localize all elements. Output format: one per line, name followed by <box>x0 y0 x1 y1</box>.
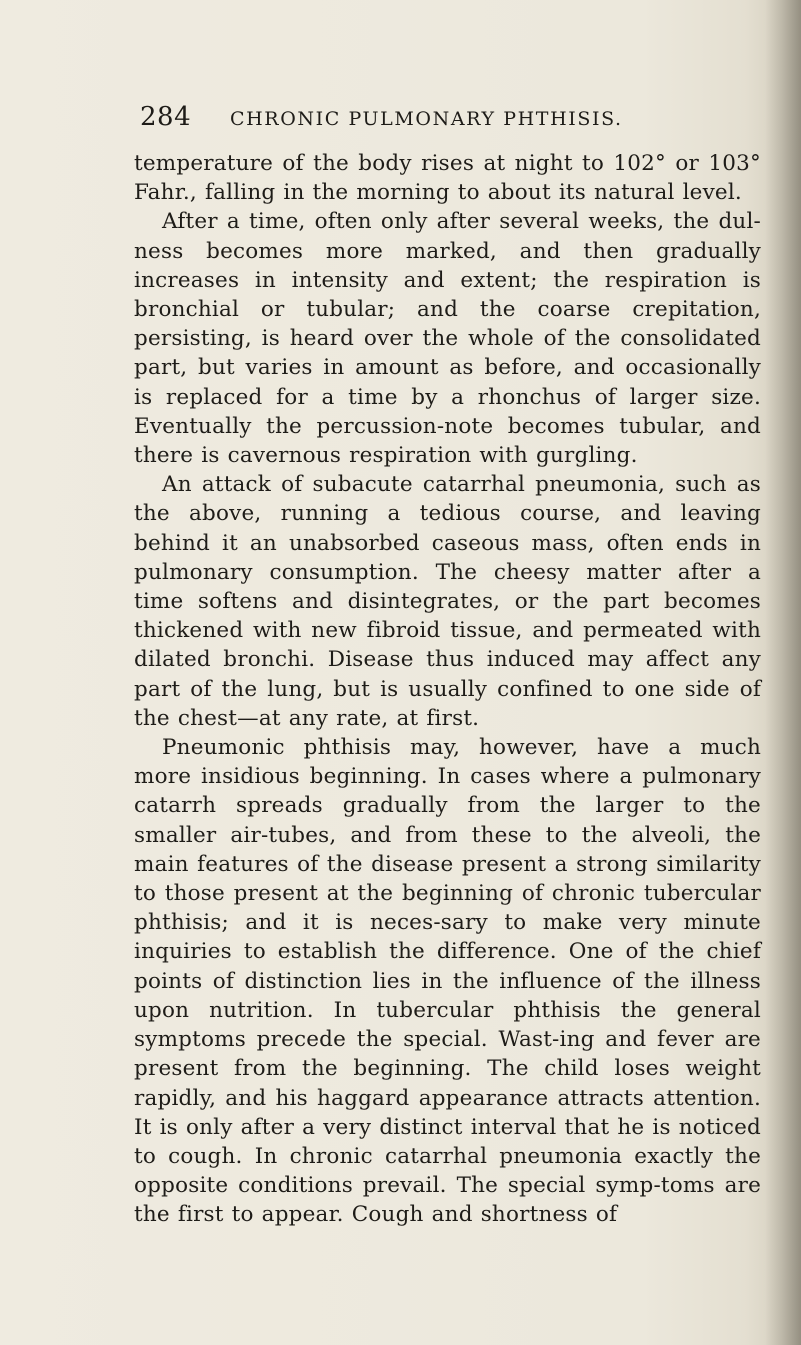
paragraph: An attack of subacute catarrhal pneumonia, such as the above, running a tedious course, and leaving behind it an unabsorbed caseous mass, often ends in pulmonary consumption. The cheesy matter after a time softens and disintegrates, or the part becomes thickened with new fibroid tissue, and permeated with dilated bronchi. Disease thus induced may affect any part of the lung, but is usually confined to one side of the chest—at any rate, at first. <box>134 472 761 731</box>
page-edge-shadow <box>765 0 801 1345</box>
page-number: 284 <box>140 102 192 132</box>
paragraph: Pneumonic phthisis may, however, have a much more insidious beginning. In cases where a pulmonary catarrh spreads gradually from the larger to the smaller air-tubes, and from these to the alveoli, the main features of the disease present a strong similarity to those present at the beginning of chronic tubercular phthisis; and it is neces-sary to make very minute inquiries to establish the difference. One of the chief points of distinction lies in the influence of the illness upon nutrition. In tubercular phthisis the general symptoms precede the special. Wast-ing and fever are present from the beginning. The child loses weight rapidly, and his haggard appearance attracts attention. It is only after a very distinct interval that he is noticed to cough. In chronic catarrhal pneumonia exactly the opposite conditions prevail. The special symp-toms are the first to appear. Cough and shortness of <box>134 735 761 1228</box>
paragraph: temperature of the body rises at night to 102° or 103° Fahr., falling in the morning to about its natural level. <box>134 151 761 206</box>
paragraph: After a time, often only after several weeks, the dul-ness becomes more marked, and then gradually increases in intensity and extent; the respiration is bronchial or tubular; and the coarse crepitation, persisting, is heard over the whole of the consolidated part, but varies in amount as before, and occasionally is replaced for a time by a rhonchus of larger size. Eventually the percussion-note becomes tubular, and there is cavernous respiration with gurgling. <box>134 209 761 469</box>
page-header <box>140 100 760 134</box>
body-text <box>134 149 761 1230</box>
running-head: CHRONIC PULMONARY PHTHISIS. <box>230 108 623 130</box>
